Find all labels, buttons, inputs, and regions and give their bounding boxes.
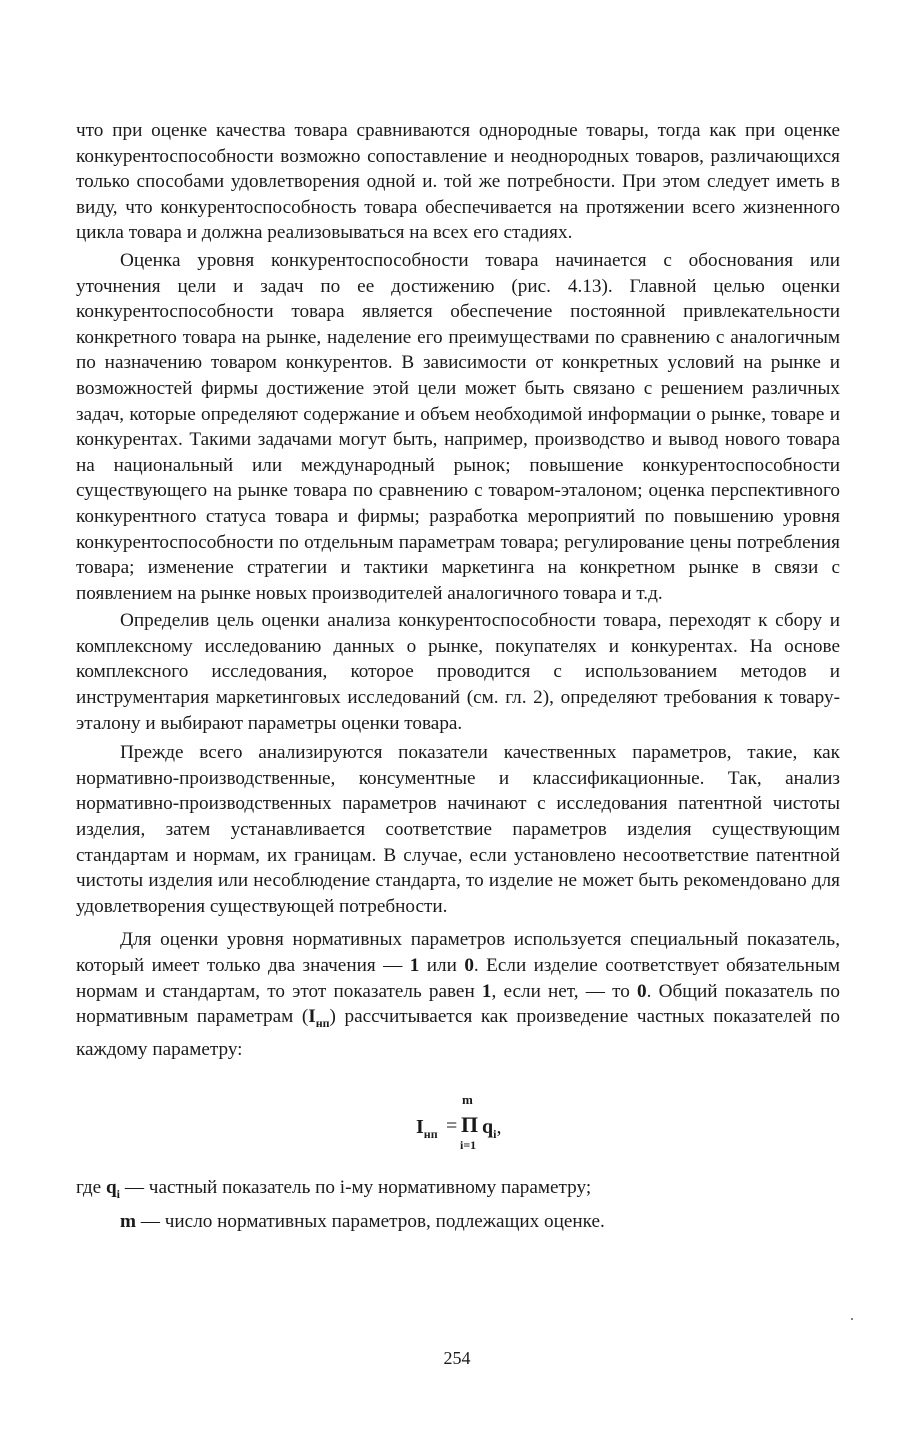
formula-product-operator: Π <box>461 1112 479 1138</box>
scan-speck <box>851 1318 853 1320</box>
definitions-list <box>76 1174 840 1236</box>
paragraph-4: Прежде всего анализируются показатели качественных параметров, такие, как нормативно-производственные, консументные и классификационные. Так, анализ нормативно-производственных параметров начинают с исследования патентной чистоты изделия, затем устанавливается соответствие параметров изделия существующим стандартам и нормам, их границам. В случае, если установлено несоответствие патентной чистоты изделия или несоблюдение стандарта, то изделие не может быть рекомендовано для удовлетворения существующей потребности. <box>76 742 840 917</box>
product-formula <box>76 1082 840 1168</box>
formula-term: $q_i$, <box>482 1116 502 1142</box>
formula-upper-limit: m <box>462 1092 473 1108</box>
definition-m: m — число нормативных параметров, подлежащих оценке. <box>120 1211 605 1233</box>
page-body <box>76 118 840 1236</box>
paragraph-5: Для оценки уровня нормативных параметров используется специальный показатель, который имеет только два значения — 1 или 0. Если изделие соответствует обязательным нормам и стандартам, то этот показатель равен 1, если нет, — то 0. Общий показатель по нормативным параметрам $(I_{нп})$ рассчитывается как произведение частных показателей по каждому параметру: <box>76 929 841 1060</box>
page-number: 254 <box>443 1348 471 1368</box>
formula-equals: = <box>446 1115 458 1138</box>
formula-lower-limit: i=1 <box>460 1138 477 1153</box>
paragraph-1: что при оценке качества товара сравниваются однородные товары, тогда как при оценке конкурентоспособности возможно сопоставление и неоднородных товаров, различающихся только способами удовлетворения одной и. той же потребности. При этом следует иметь в виду, что конкурентоспособность товара обеспечивается на протяжении всего жизненного цикла товара и должна реализовываться на всех его стадиях. <box>76 120 840 244</box>
paragraph-3: Определив цель оценки анализа конкурентоспособности товара, переходят к сбору и комплексному исследованию данных о рынке, покупателях и конкурентах. На основе комплексного исследования, которое проводится с использованием методов и инструментария маркетинговых исследований (см. гл. 2), определяют требования к товару-эталону и выбирают параметры оценки товара. <box>76 610 840 734</box>
paragraph-2: Оценка уровня конкурентоспособности товара начинается с обоснования или уточнения цели и задач по ее достижению (рис. 4.13). Главной целью оценки конкурентоспособности товара является обеспечение постоянной привлекательности конкретного товара на рынке, наделение его преимуществами по сравнению с аналогичным по назначению товаром конкурентов. В зависимости от конкретных условий на рынке и возможностей фирмы достижение этой цели может быть связано с решением различных задач, которые определяют содержание и объем необходимой информации о рынке, товаре и конкурентах. Такими задачами могут быть, например, производство и вывод нового товара на национальный или международный рынок; повышение конкурентоспособности существующего на рынке товара по сравнению с товаром-эталоном; оценка перспективного конкурентного статуса товара и фирмы; разработка мероприятий по повышению уровня конкурентоспособности по отдельным параметрам товара; регулирование цены потребления товара; изменение стратегии и тактики маркетинга на конкретном рынке в связи с появлением на рынке новых производителей аналогичного товара и т.д. <box>76 249 840 604</box>
definition-q: где $q_i$ — частный показатель по i-му нормативному параметру; <box>76 1177 592 1202</box>
formula-lhs: $I_{нп}$ <box>416 1116 438 1142</box>
